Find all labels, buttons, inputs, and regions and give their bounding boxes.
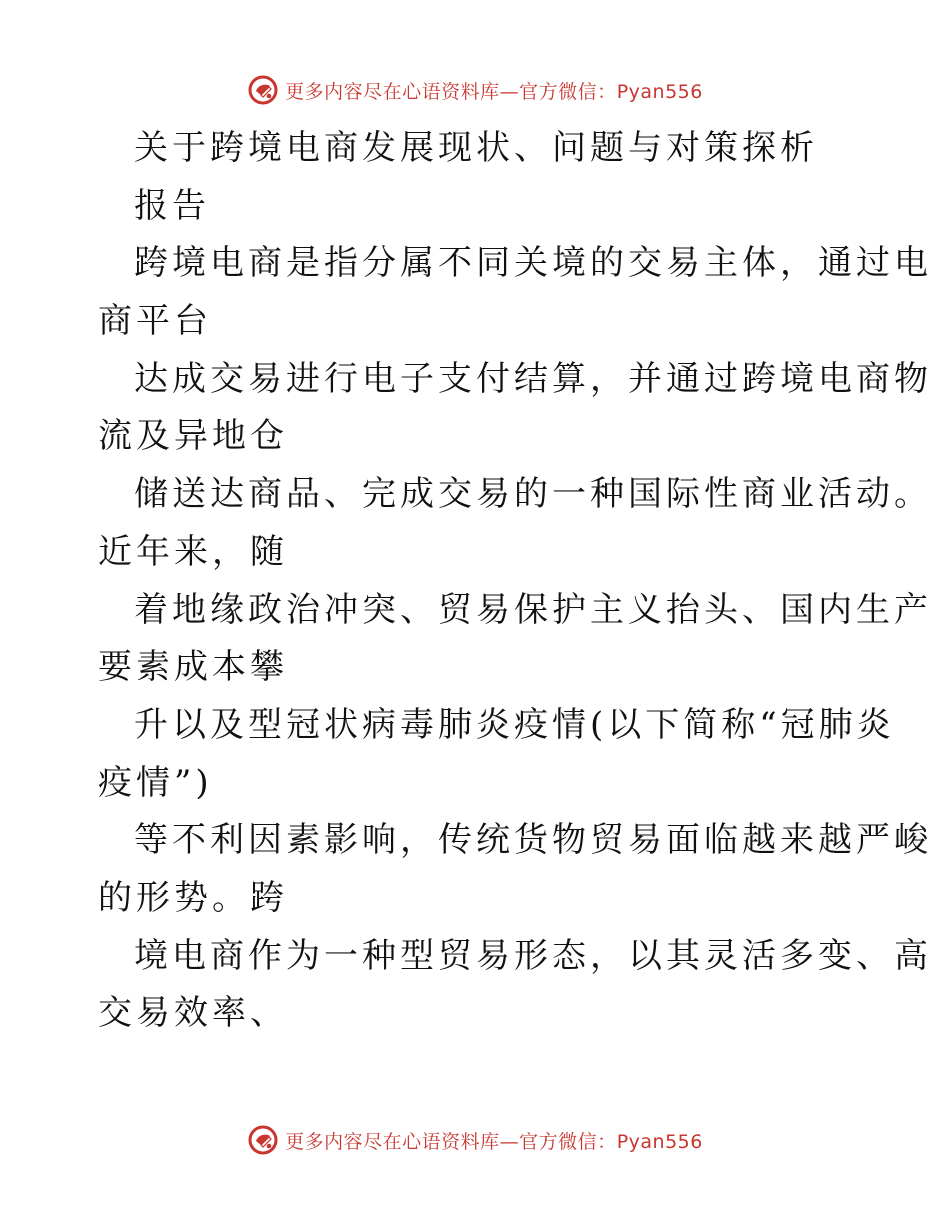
text-line: 近年来，随 [98,531,288,572]
text-line: 关于跨境电商发展现状、问题与对策探析 [134,128,818,168]
brand-logo-icon [247,74,279,106]
text-line: 达成交易进行电子支付结算，并通过跨境电商物 [134,358,932,399]
text-line: 储送达商品、完成交易的一种国际性商业活动。 [134,474,932,515]
text-line: 要素成本攀 [98,647,288,688]
text-line: 境电商作为一种型贸易形态，以其灵活多变、高 [134,935,932,976]
text-line: 着地缘政治冲突、贸易保护主义抬头、国内生产 [134,589,932,630]
banner-text: 更多内容尽在心语资料库—官方微信：Pyan556 [285,80,703,103]
text-line: 的形势。跨 [98,877,288,918]
footer-banner [0,1120,950,1160]
text-line: 跨境电商是指分属不同关境的交易主体，通过电 [134,243,932,284]
banner-text: 更多内容尽在心语资料库—官方微信：Pyan556 [285,1130,703,1153]
text-line: 商平台 [98,301,212,342]
text-line: 升以及型冠状病毒肺炎疫情(以下简称“冠肺炎 [134,704,895,745]
text-line: 等不利因素影响，传统货物贸易面临越来越严峻 [134,820,932,861]
brand-logo-icon [247,1124,279,1156]
text-line: 报告 [134,185,210,226]
text-line: 疫情”) [98,762,213,803]
text-line: 流及异地仓 [98,416,288,457]
text-line: 交易效率、 [98,993,288,1034]
header-banner [0,70,950,110]
document-body [98,120,932,1043]
